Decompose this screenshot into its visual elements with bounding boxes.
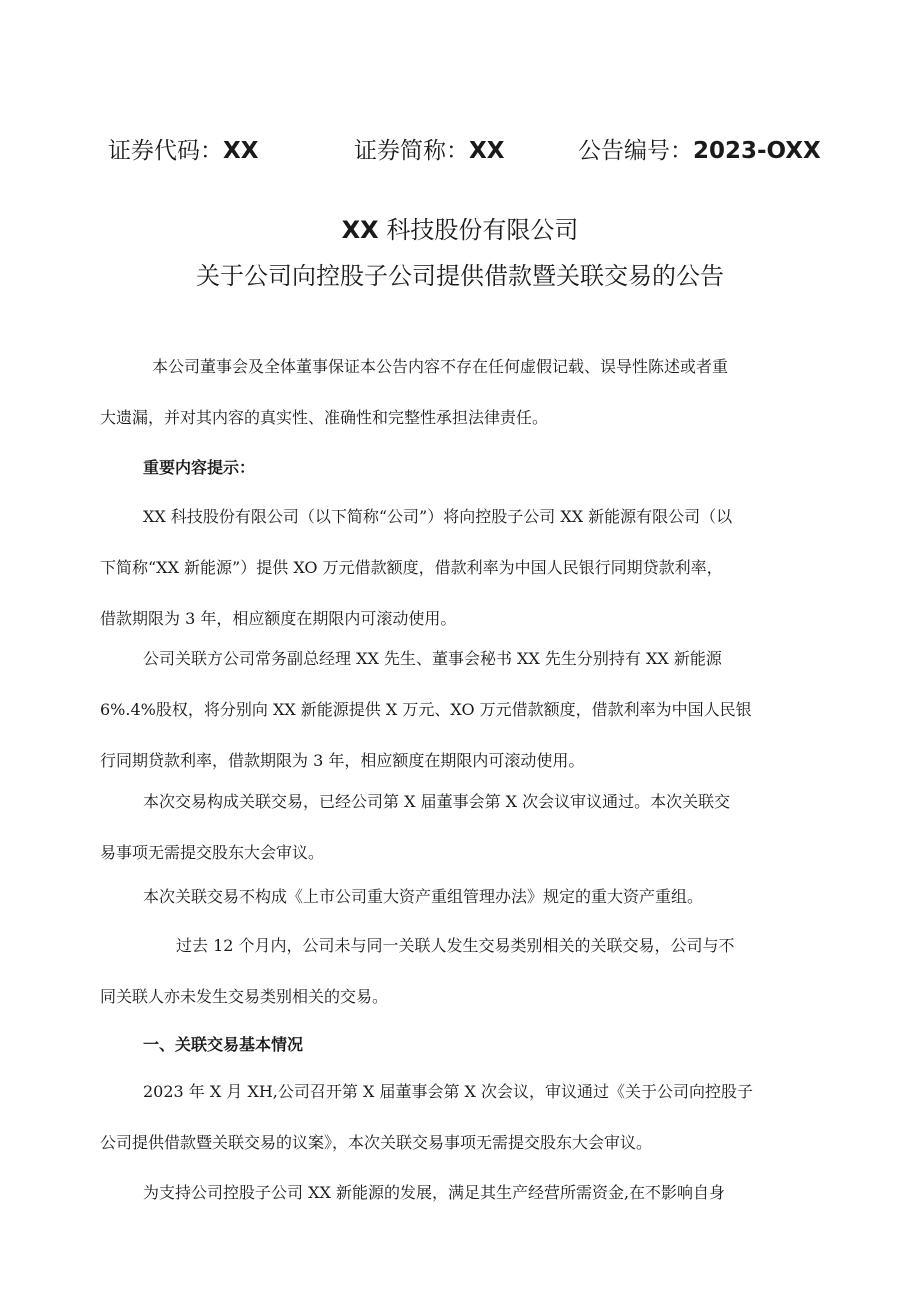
paragraph-line: XX 科技股份有限公司（以下简称“公司”）将向控股子公司 XX 新能源有限公司（以: [143, 507, 733, 526]
paragraph-line: 大遗漏，并对其内容的真实性、准确性和完整性承担法律责任。: [100, 408, 549, 427]
notice-number-label: 公告编号：: [578, 138, 693, 164]
notice-number-value: 2023-OXX: [693, 138, 821, 164]
key-points-heading: [100, 455, 825, 481]
restructuring-paragraph: [100, 884, 825, 910]
announcement-subject: 关于公司向控股子公司提供借款暨关联交易的公告: [196, 262, 724, 290]
purpose-paragraph: [100, 1180, 825, 1206]
stock-code: [108, 134, 258, 168]
company-title-name: 科技股份有限公司: [386, 216, 579, 244]
stock-abbreviation-label: 证券简称：: [354, 138, 469, 164]
company-title-code: XX: [341, 216, 379, 244]
paragraph-line: 下简称“XX 新能源”）提供 XO 万元借款额度，借款利率为中国人民银行同期贷款利率，: [100, 558, 723, 577]
section-heading: 一、关联交易基本情况: [143, 1035, 304, 1054]
paragraph-line: 行同期贷款利率，借款期限为 3 年，相应额度在期限内可滚动使用。: [100, 751, 585, 770]
past-transactions-paragraph: [100, 933, 825, 1010]
stock-abbreviation-value: XX: [469, 138, 505, 164]
notice-number: [578, 134, 821, 168]
company-title: [0, 212, 920, 248]
stock-abbreviation: [354, 134, 504, 168]
paragraph-line: 本次关联交易不构成《上市公司重大资产重组管理办法》规定的重大资产重组。: [143, 887, 704, 906]
stock-code-label: 证券代码：: [108, 138, 223, 164]
section-one-heading: [100, 1032, 825, 1058]
paragraph-line: 同关联人亦未发生交易类别相关的交易。: [100, 987, 389, 1006]
paragraph-line: 公司提供借款暨关联交易的议案》，本次关联交易事项无需提交股东大会审议。: [100, 1133, 653, 1152]
paragraph-line: 本次交易构成关联交易，已经公司第 X 届董事会第 X 次会议审议通过。本次关联交: [143, 792, 731, 811]
disclaimer-paragraph: [100, 354, 825, 431]
board-meeting-paragraph: [100, 1079, 825, 1156]
paragraph-line: 易事项无需提交股东大会审议。: [100, 843, 325, 862]
paragraph-line: 6%.4%股权，将分别向 XX 新能源提供 X 万元、XO 万元借款额度，借款利率为中国人民银: [100, 700, 752, 719]
paragraph-line: 为支持公司控股子公司 XX 新能源的发展，满足其生产经营所需资金,在不影响自身: [143, 1183, 726, 1202]
paragraph-line: 借款期限为 3 年，相应额度在期限内可滚动使用。: [100, 609, 457, 628]
paragraph-line: 2023 年 X 月 XH,公司召开第 X 届董事会第 X 次会议，审议通过《关于公司向控股子: [143, 1082, 754, 1101]
section-heading: 重要内容提示：: [143, 458, 256, 477]
approval-paragraph: [100, 789, 825, 866]
paragraph-line: 过去 12 个月内，公司未与同一关联人发生交易类别相关的关联交易，公司与不: [176, 936, 735, 955]
paragraph-line: 本公司董事会及全体董事保证本公告内容不存在任何虚假记载、误导性陈述或者重: [152, 357, 729, 376]
stock-code-value: XX: [223, 138, 259, 164]
paragraph-line: 公司关联方公司常务副总经理 XX 先生、董事会秘书 XX 先生分别持有 XX 新能源: [143, 649, 722, 668]
related-party-paragraph: [100, 646, 825, 774]
loan-summary-paragraph: [100, 504, 825, 632]
